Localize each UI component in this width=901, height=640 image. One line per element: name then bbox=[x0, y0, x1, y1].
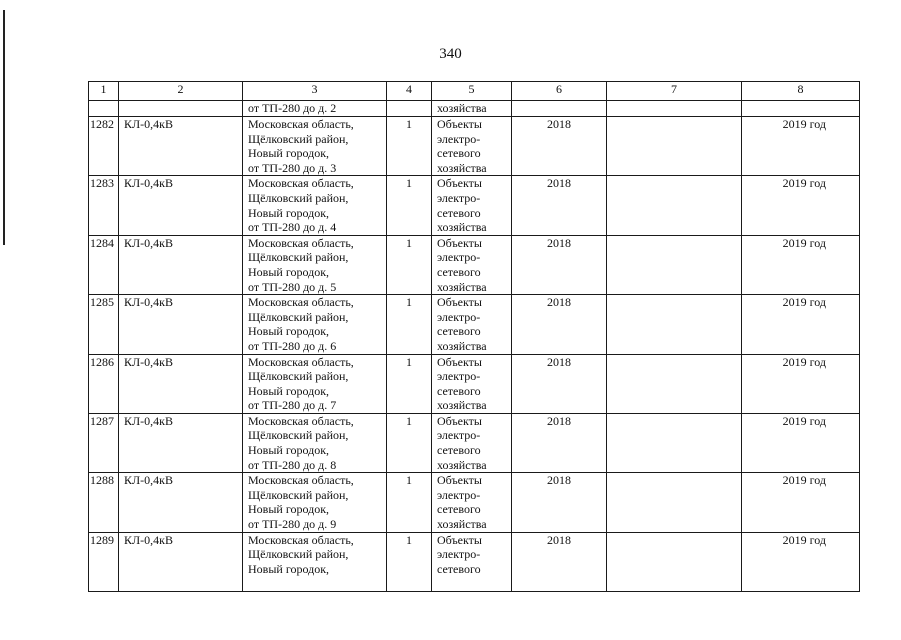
cell-term: 2019 год bbox=[742, 413, 860, 472]
table-row bbox=[89, 117, 860, 176]
cell-qty: 1 bbox=[387, 117, 432, 176]
cell-address-line: от ТП-280 до д. 9 bbox=[248, 517, 337, 532]
cell-num: 1284 bbox=[89, 235, 119, 294]
cell-category-line: хозяйства bbox=[437, 398, 487, 413]
cell-address-line: Новый городок, bbox=[248, 264, 330, 279]
table-row bbox=[89, 295, 860, 354]
cell-category-line: сетевого bbox=[437, 561, 481, 576]
cell-category-line: сетевого bbox=[437, 146, 481, 161]
cell-category-line: сетевого bbox=[437, 324, 481, 339]
cell-address-line: Щёлковский район, bbox=[248, 487, 349, 502]
cell-num: 1289 bbox=[89, 532, 119, 591]
cell-name: КЛ-0,4кВ bbox=[119, 473, 243, 532]
cell-category-line: Объекты bbox=[437, 354, 482, 369]
cell-col7 bbox=[607, 532, 742, 591]
cell-address-line: Новый городок, bbox=[248, 383, 330, 398]
cell-category-line: электро- bbox=[437, 547, 481, 562]
cell-term: 2019 год bbox=[742, 235, 860, 294]
cell-term: 2019 год bbox=[742, 117, 860, 176]
header-cell: 4 bbox=[387, 82, 432, 101]
cell-category-line: Объекты bbox=[437, 235, 482, 250]
cell-name: КЛ-0,4кВ bbox=[119, 117, 243, 176]
cell-name: КЛ-0,4кВ bbox=[119, 235, 243, 294]
cell-address-line: Новый городок, bbox=[248, 205, 330, 220]
cell-address-line: Московская область, bbox=[248, 117, 354, 131]
cell-category-line: сетевого bbox=[437, 383, 481, 398]
cell-address bbox=[243, 235, 387, 294]
cell-num: 1285 bbox=[89, 295, 119, 354]
cell-address-line: Новый городок, bbox=[248, 502, 330, 517]
cell-year: 2018 bbox=[512, 295, 607, 354]
cell-category-line: сетевого bbox=[437, 205, 481, 220]
table-row bbox=[89, 354, 860, 413]
cell-category bbox=[432, 413, 512, 472]
cell-address-line: Московская область, bbox=[248, 176, 354, 191]
header-cell: 5 bbox=[432, 82, 512, 101]
cell-qty: 1 bbox=[387, 473, 432, 532]
cell-category bbox=[432, 117, 512, 176]
cell-col7 bbox=[607, 235, 742, 294]
cell-col7 bbox=[607, 176, 742, 235]
cell-col7 bbox=[607, 473, 742, 532]
cell-category-line: Объекты bbox=[437, 295, 482, 310]
cell-address-line: Новый городок, bbox=[248, 324, 330, 339]
cell-num: 1282 bbox=[89, 117, 119, 176]
cell-category-line: электро- bbox=[437, 190, 481, 205]
cell-category-line: электро- bbox=[437, 369, 481, 384]
page-number: 340 bbox=[439, 46, 462, 62]
cell-num: 1286 bbox=[89, 354, 119, 413]
table-row bbox=[89, 176, 860, 235]
cell-term: 2019 год bbox=[742, 295, 860, 354]
header-cell: 7 bbox=[607, 82, 742, 101]
cell-num: 1287 bbox=[89, 413, 119, 472]
cell-year: 2018 bbox=[512, 176, 607, 235]
cell-address-line: Московская область, bbox=[248, 413, 354, 428]
cell-category-line: электро- bbox=[437, 309, 481, 324]
cell-category-line: сетевого bbox=[437, 264, 481, 279]
table-row bbox=[89, 473, 860, 532]
cell-term: 2019 год bbox=[742, 473, 860, 532]
cell-category-line: сетевого bbox=[437, 443, 481, 458]
cell-num: 1283 bbox=[89, 176, 119, 235]
cell-category-line: Объекты bbox=[437, 176, 482, 191]
cell-address bbox=[243, 117, 387, 176]
header-cell: 8 bbox=[742, 82, 860, 101]
cell-address-line: от ТП-280 до д. 5 bbox=[248, 279, 337, 294]
cell-category-line: Объекты bbox=[437, 413, 482, 428]
cell-category-line: хозяйства bbox=[437, 338, 487, 353]
cell-name: КЛ-0,4кВ bbox=[119, 354, 243, 413]
cell-col7 bbox=[607, 117, 742, 176]
cell-name: КЛ-0,4кВ bbox=[119, 176, 243, 235]
cell-address bbox=[243, 354, 387, 413]
cell-address-line: от ТП-280 до д. 8 bbox=[248, 457, 337, 472]
cell-year: 2018 bbox=[512, 473, 607, 532]
cell-address-line: Щёлковский район, bbox=[248, 190, 349, 205]
cell-name bbox=[119, 101, 243, 117]
cell-category-line: хозяйства bbox=[437, 279, 487, 294]
cell-category bbox=[432, 473, 512, 532]
header-cell: 1 bbox=[89, 82, 119, 101]
cell-qty bbox=[387, 101, 432, 117]
cell-year: 2018 bbox=[512, 532, 607, 591]
cell-year bbox=[512, 101, 607, 117]
cell-name: КЛ-0,4кВ bbox=[119, 295, 243, 354]
cell-address-line: Новый городок, bbox=[248, 443, 330, 458]
continuation-row bbox=[89, 101, 860, 117]
cell-year: 2018 bbox=[512, 413, 607, 472]
cell-term: 2019 год bbox=[742, 354, 860, 413]
cell-category bbox=[432, 295, 512, 354]
cell-category bbox=[432, 176, 512, 235]
cell-name: КЛ-0,4кВ bbox=[119, 532, 243, 591]
cell-address-line: от ТП-280 до д. 6 bbox=[248, 338, 337, 353]
cell-category-line: Объекты bbox=[437, 532, 482, 547]
cell-category-line: электро- bbox=[437, 131, 481, 146]
cell-category-line: хозяйства bbox=[437, 160, 487, 175]
cell-address-line: Щёлковский район, bbox=[248, 428, 349, 443]
cell-address bbox=[243, 532, 387, 591]
cell-category-line: хозяйства bbox=[437, 220, 487, 235]
cell-col7 bbox=[607, 354, 742, 413]
cell-category: хозяйства bbox=[432, 101, 512, 117]
cell-col7 bbox=[607, 101, 742, 117]
cell-address-line: Щёлковский район, bbox=[248, 250, 349, 265]
cell-address-line: Московская область, bbox=[248, 354, 354, 369]
cell-year: 2018 bbox=[512, 117, 607, 176]
cell-qty: 1 bbox=[387, 354, 432, 413]
cell-term: 2019 год bbox=[742, 176, 860, 235]
table-row bbox=[89, 413, 860, 472]
header-row bbox=[89, 82, 860, 101]
cell-address bbox=[243, 413, 387, 472]
cell-address: от ТП-280 до д. 2 bbox=[243, 101, 387, 117]
cell-address-line: Московская область, bbox=[248, 473, 354, 488]
header-cell: 2 bbox=[119, 82, 243, 101]
cell-col7 bbox=[607, 295, 742, 354]
cell-category-line: электро- bbox=[437, 487, 481, 502]
cell-address bbox=[243, 473, 387, 532]
cell-category-line: электро- bbox=[437, 250, 481, 265]
cell-address-line: Щёлковский район, bbox=[248, 547, 349, 562]
header-cell: 3 bbox=[243, 82, 387, 101]
cell-address bbox=[243, 295, 387, 354]
cell-category-line: хозяйства bbox=[437, 517, 487, 532]
register-table bbox=[88, 81, 860, 592]
cell-term: 2019 год bbox=[742, 532, 860, 591]
cell-col7 bbox=[607, 413, 742, 472]
cell-address bbox=[243, 176, 387, 235]
cell-address-line: от ТП-280 до д. 3 bbox=[248, 160, 337, 175]
cell-address-line: Щёлковский район, bbox=[248, 369, 349, 384]
table-row bbox=[89, 532, 860, 591]
cell-qty: 1 bbox=[387, 176, 432, 235]
header-cell: 6 bbox=[512, 82, 607, 101]
cell-year: 2018 bbox=[512, 354, 607, 413]
cell-qty: 1 bbox=[387, 413, 432, 472]
cell-category-line: электро- bbox=[437, 428, 481, 443]
cell-term bbox=[742, 101, 860, 117]
cell-num bbox=[89, 101, 119, 117]
cell-num: 1288 bbox=[89, 473, 119, 532]
cell-category bbox=[432, 235, 512, 294]
cell-address-line: Московская область, bbox=[248, 235, 354, 250]
cell-category-line: Объекты bbox=[437, 473, 482, 488]
cell-qty: 1 bbox=[387, 235, 432, 294]
cell-category bbox=[432, 532, 512, 591]
cell-category-line: сетевого bbox=[437, 502, 481, 517]
cell-address-line: Московская область, bbox=[248, 532, 354, 547]
cell-qty: 1 bbox=[387, 295, 432, 354]
cell-address-line: Московская область, bbox=[248, 295, 354, 310]
table-row bbox=[89, 235, 860, 294]
cell-category bbox=[432, 354, 512, 413]
cell-address-line: Щёлковский район, bbox=[248, 131, 349, 146]
cell-year: 2018 bbox=[512, 235, 607, 294]
cell-address-line: Новый городок, bbox=[248, 146, 330, 161]
cell-address-line: от ТП-280 до д. 4 bbox=[248, 220, 337, 235]
cell-category-line: Объекты bbox=[437, 117, 482, 131]
cell-address-line: Щёлковский район, bbox=[248, 309, 349, 324]
cell-name: КЛ-0,4кВ bbox=[119, 413, 243, 472]
cell-qty: 1 bbox=[387, 532, 432, 591]
cell-address-line: Новый городок, bbox=[248, 561, 330, 576]
cell-category-line: хозяйства bbox=[437, 457, 487, 472]
cell-address-line: от ТП-280 до д. 7 bbox=[248, 398, 337, 413]
